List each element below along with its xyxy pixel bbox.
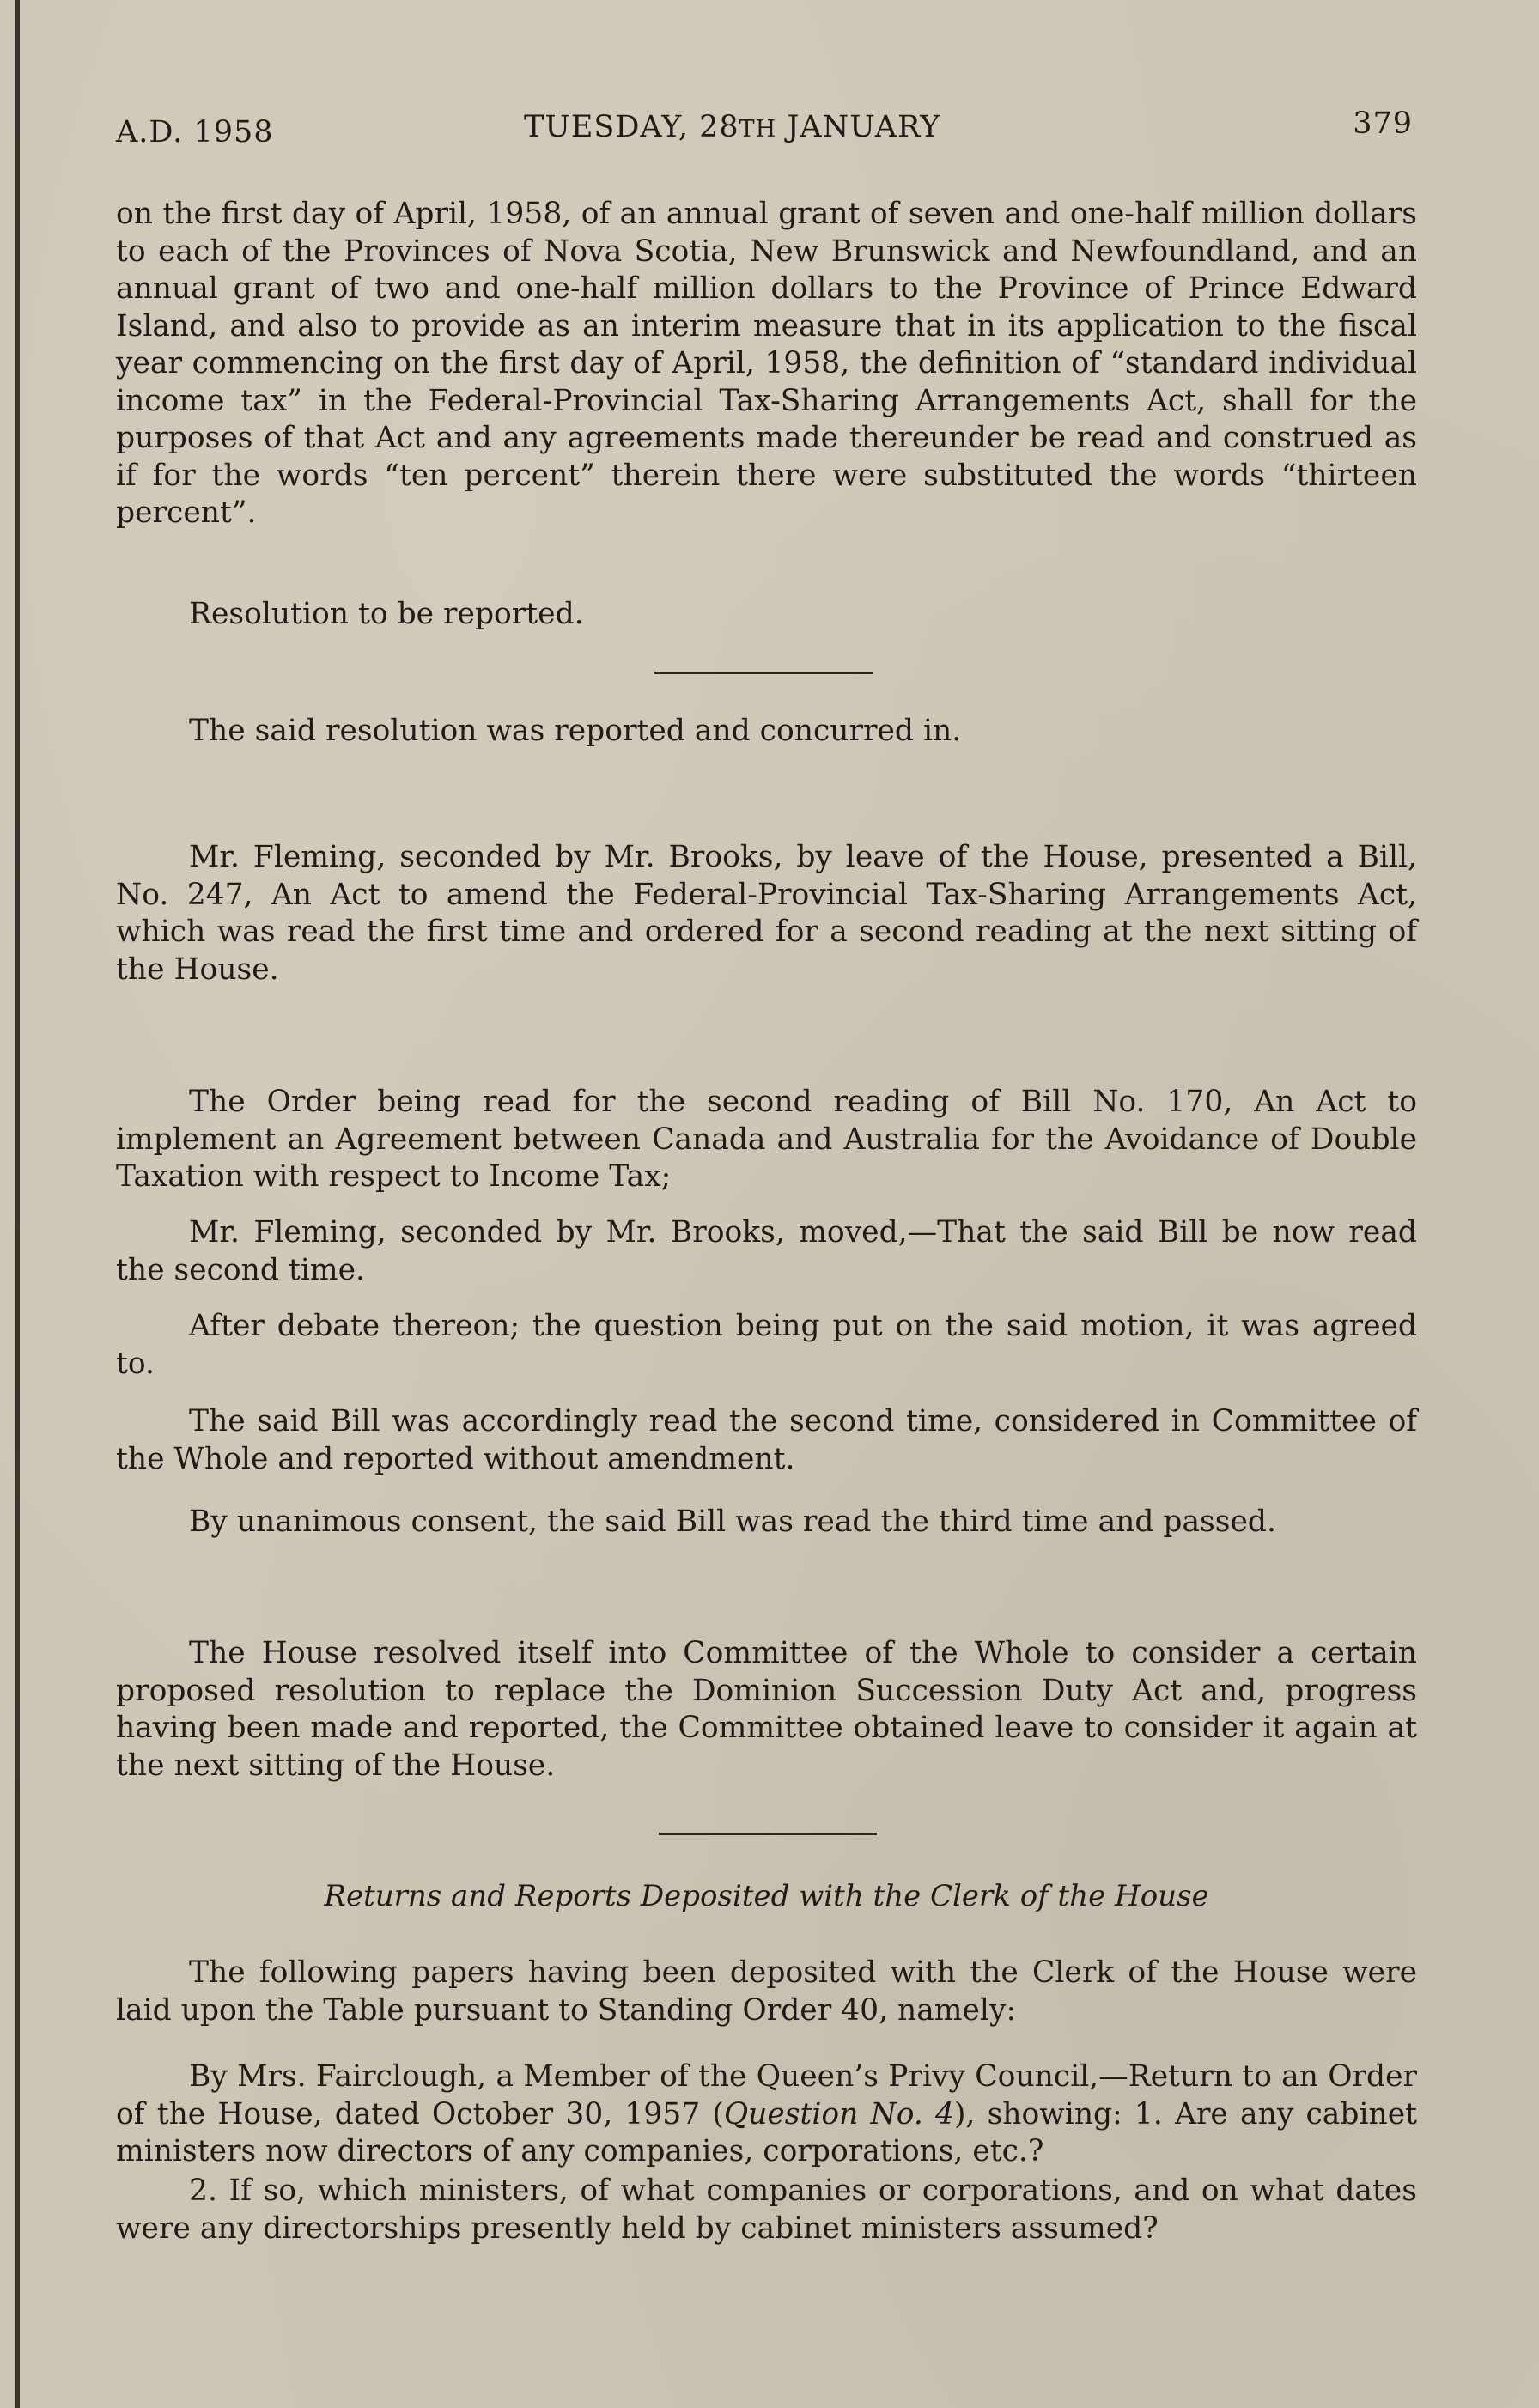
paragraph-question-2 — [116, 2173, 1417, 2247]
header-date — [524, 110, 940, 144]
return-text-end: ), showing: 1. Are any cabinet ministers now directors of any companies, corporations, etc.? — [116, 2096, 1417, 2168]
header-year: A.D. 1958 — [116, 115, 274, 149]
paragraph-resolution-text — [116, 196, 1417, 532]
section-divider — [654, 672, 873, 674]
paragraph: The following papers having been deposited with the Clerk of the House were laid upon the Table pursuant to Standing Order 40, namely: — [116, 1955, 1417, 2028]
header-date-month: JANUARY — [776, 110, 941, 144]
paragraph: Resolution to be reported. — [189, 597, 584, 631]
paragraph-bill-170-order — [116, 1084, 1417, 1196]
header-date-day: TUESDAY, 28 — [524, 110, 739, 144]
question-reference: Question No. 4 — [723, 2096, 954, 2131]
paragraph-succession-duty — [116, 1635, 1417, 1785]
paragraph: 2. If so, which ministers, of what companies or corporations, and on what dates were any directorships presently held by cabinet ministers assumed? — [116, 2174, 1417, 2246]
paragraph-bill-170-motion — [116, 1214, 1417, 1289]
paragraph-committee — [116, 1403, 1417, 1478]
return-text-start: By Mrs. Fairclough, a Member of the Queen’s Privy Council,—Return to an Order of the House, dated October 30, 1957 ( — [116, 2059, 1417, 2131]
section-divider — [659, 1833, 877, 1835]
paragraph-return-fairclough — [116, 2058, 1417, 2171]
paragraph — [116, 2058, 1417, 2171]
paragraph-papers-deposited — [116, 1955, 1417, 2029]
paragraph: The said Bill was accordingly read the second time, considered in Committee of the Whole and reported without amendment. — [116, 1404, 1417, 1476]
paragraph-resolution-reported — [116, 596, 1417, 634]
paragraph-concurred — [116, 713, 1417, 751]
paragraph-bill-247 — [116, 839, 1417, 988]
page-header — [116, 106, 1413, 158]
header-date-suffix: TH — [739, 116, 777, 143]
paragraph: The said resolution was reported and concurred in. — [189, 714, 962, 748]
paragraph: Mr. Fleming, seconded by Mr. Brooks, by leave of the House, presented a Bill, No. 247, An Act to amend the Federal-Provincial Tax-Sharing Arrangements Act, which was read the first time and ordered for a second reading at the next sitting of the House. — [116, 840, 1417, 987]
paragraph-debate — [116, 1308, 1417, 1383]
paragraph: By unanimous consent, the said Bill was read the third time and passed. — [189, 1505, 1276, 1539]
paragraph-third-reading — [116, 1504, 1417, 1541]
paragraph: After debate thereon; the question being put on the said motion, it was agreed to. — [116, 1309, 1417, 1381]
paragraph: on the first day of April, 1958, of an annual grant of seven and one-half million dollars to each of the Provinces of Nova Scotia, New Brunswick and Newfoundland, and an annual grant of two and one-half million dollars to the Province of Prince Edward Island, and also to provide as an interim measure that in its application to the fiscal year commencing on the first day of April, 1958, the definition of “standard individual income tax” in the Federal-Provincial Tax-Sharing Arrangements Act, shall for the purposes of that Act and any agreements made thereunder be read and construed as if for the words “ten percent” therein there were substituted the words “thirteen percent”. — [116, 197, 1417, 530]
paragraph: The Order being read for the second reading of Bill No. 170, An Act to implement an Agreement between Canada and Australia for the Avoidance of Double Taxation with respect to Income Tax; — [116, 1085, 1417, 1194]
page-number: 379 — [1353, 106, 1413, 141]
paragraph: The House resolved itself into Committee of the Whole to consider a certain proposed resolution to replace the Dominion Succession Duty Act and, progress having been made and reported, the Committee obtained leave to consider it again at the next sitting of the House. — [116, 1636, 1417, 1783]
section-heading: Returns and Reports Deposited with the Clerk of the House — [324, 1879, 1209, 1913]
paragraph: Mr. Fleming, seconded by Mr. Brooks, moved,—That the said Bill be now read the second time. — [116, 1215, 1417, 1287]
page-binding-edge — [15, 0, 20, 2408]
